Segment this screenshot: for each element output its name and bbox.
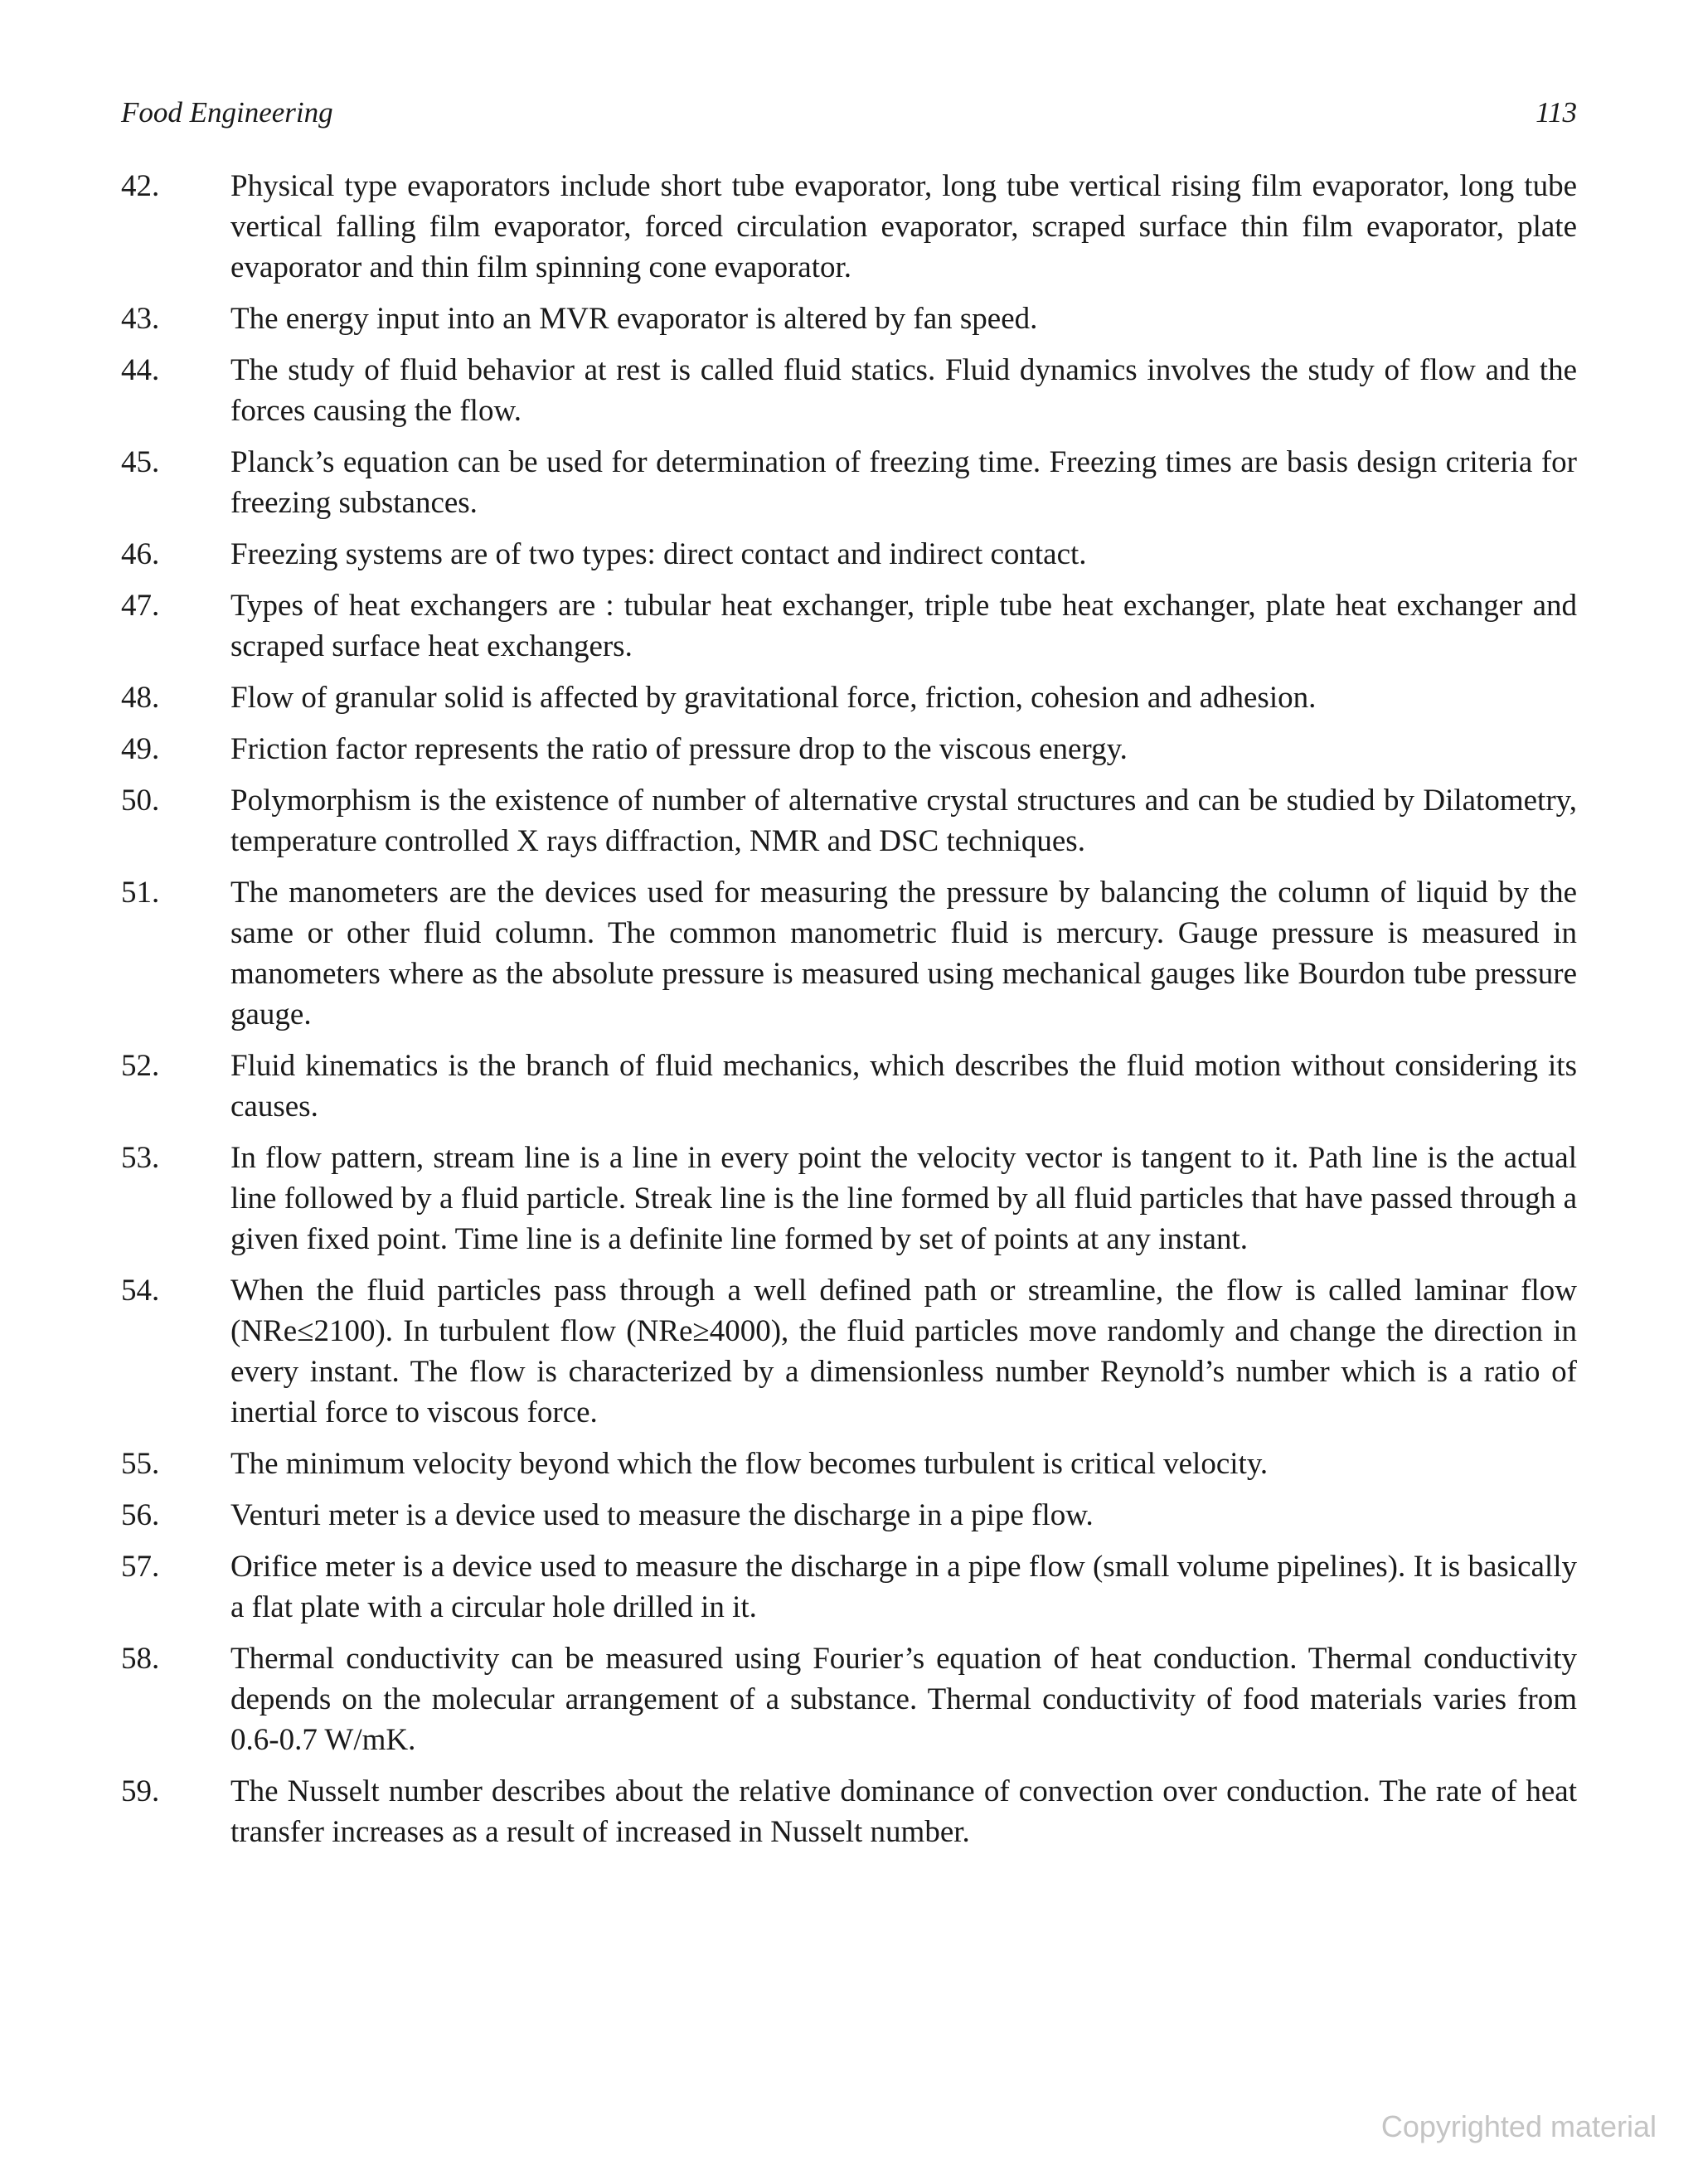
item-number: 54. [121,1274,160,1308]
item-number: 44. [121,353,160,387]
item-number: 53. [121,1141,160,1175]
page-number: 113 [1535,96,1577,129]
item-number: 50. [121,784,160,818]
book-title: Food Engineering [121,96,333,129]
item-text: Polymorphism is the existence of number of alternative crystal structures and can be studied by Dilatometry, temperature controlled X rays diffraction, NMR and DSC techniques. [230,784,1577,858]
item-number: 51. [121,876,160,910]
list-item [121,350,1577,431]
list-item [121,1046,1577,1127]
list-item [121,442,1577,523]
item-number: 56. [121,1498,160,1532]
numbered-points-list [121,166,1577,1863]
item-number: 42. [121,169,160,203]
list-item [121,585,1577,667]
list-item [121,1495,1577,1536]
item-number: 57. [121,1550,160,1584]
item-text: The minimum velocity beyond which the flow becomes turbulent is critical velocity. [230,1447,1269,1481]
item-text: The manometers are the devices used for measuring the pressure by balancing the column of liquid by the same or other fluid column. The common manometric fluid is mercury. Gauge pressure is measured in manometers where as the absolute pressure is measured using mechanical gauges like Bourdon tube pressure gauge. [230,876,1577,1031]
list-item [121,1444,1577,1484]
item-text: The study of fluid behavior at rest is called fluid statics. Fluid dynamics involves the study of flow and the forces causing the flow. [230,353,1577,428]
list-item [121,729,1577,769]
item-number: 46. [121,537,160,571]
list-item [121,677,1577,718]
list-item [121,298,1577,339]
item-text: The energy input into an MVR evaporator is altered by fan speed. [230,302,1038,336]
item-text: Orifice meter is a device used to measure the discharge in a pipe flow (small volume pipelines). It is basically a flat plate with a circular hole drilled in it. [230,1550,1577,1624]
item-text: When the fluid particles pass through a well defined path or streamline, the flow is called laminar flow (NRe≤2100). In turbulent flow (NRe≥4000), the fluid particles move randomly and change the direction in every instant. The flow is characterized by a dimensionless number Reynold’s number which is a ratio of inertial force to viscous force. [230,1274,1577,1429]
item-text: Thermal conductivity can be measured using Fourier’s equation of heat conduction. Thermal conductivity depends on the molecular arrangement of a substance. Thermal conductivity of food materials varies from 0.6-0.7 W/mK. [230,1642,1577,1757]
list-item [121,1138,1577,1259]
list-item [121,166,1577,288]
item-number: 59. [121,1774,160,1808]
item-text: The Nusselt number describes about the relative dominance of convection over conduction. The rate of heat transfer increases as a result of increased in Nusselt number. [230,1774,1577,1849]
list-item [121,1546,1577,1628]
item-number: 48. [121,681,160,715]
list-item [121,1270,1577,1433]
list-item [121,534,1577,575]
item-number: 43. [121,302,160,336]
item-text: Planck’s equation can be used for determination of freezing time. Freezing times are basis design criteria for freezing substances. [230,445,1577,520]
item-number: 58. [121,1642,160,1676]
item-number: 52. [121,1049,160,1083]
list-item [121,780,1577,861]
item-text: Friction factor represents the ratio of pressure drop to the viscous energy. [230,732,1128,766]
list-item [121,1638,1577,1760]
item-number: 47. [121,589,160,623]
copyright-watermark: Copyrighted material [1380,2109,1657,2143]
item-number: 49. [121,732,160,766]
item-text: Physical type evaporators include short tube evaporator, long tube vertical rising film evaporator, long tube vertical falling film evaporator, forced circulation evaporator, scraped surface thin film evaporator, plate evaporator and thin film spinning cone evaporator. [230,169,1577,284]
item-text: Flow of granular solid is affected by gravitational force, friction, cohesion and adhesion. [230,681,1317,715]
list-item [121,1771,1577,1852]
list-item [121,872,1577,1035]
running-header [121,93,1577,133]
item-text: Venturi meter is a device used to measure the discharge in a pipe flow. [230,1498,1094,1532]
item-text: Fluid kinematics is the branch of fluid mechanics, which describes the fluid motion without considering its causes. [230,1049,1577,1124]
item-number: 55. [121,1447,160,1481]
item-text: Types of heat exchangers are : tubular heat exchanger, triple tube heat exchanger, plate heat exchanger and scraped surface heat exchangers. [230,589,1577,663]
item-text: In flow pattern, stream line is a line in every point the velocity vector is tangent to it. Path line is the actual line followed by a fluid particle. Streak line is the line formed by all fluid particles that have passed through a given fixed point. Time line is a definite line formed by set of points at any instant. [230,1141,1577,1256]
item-text: Freezing systems are of two types: direct contact and indirect contact. [230,537,1087,571]
item-number: 45. [121,445,160,479]
